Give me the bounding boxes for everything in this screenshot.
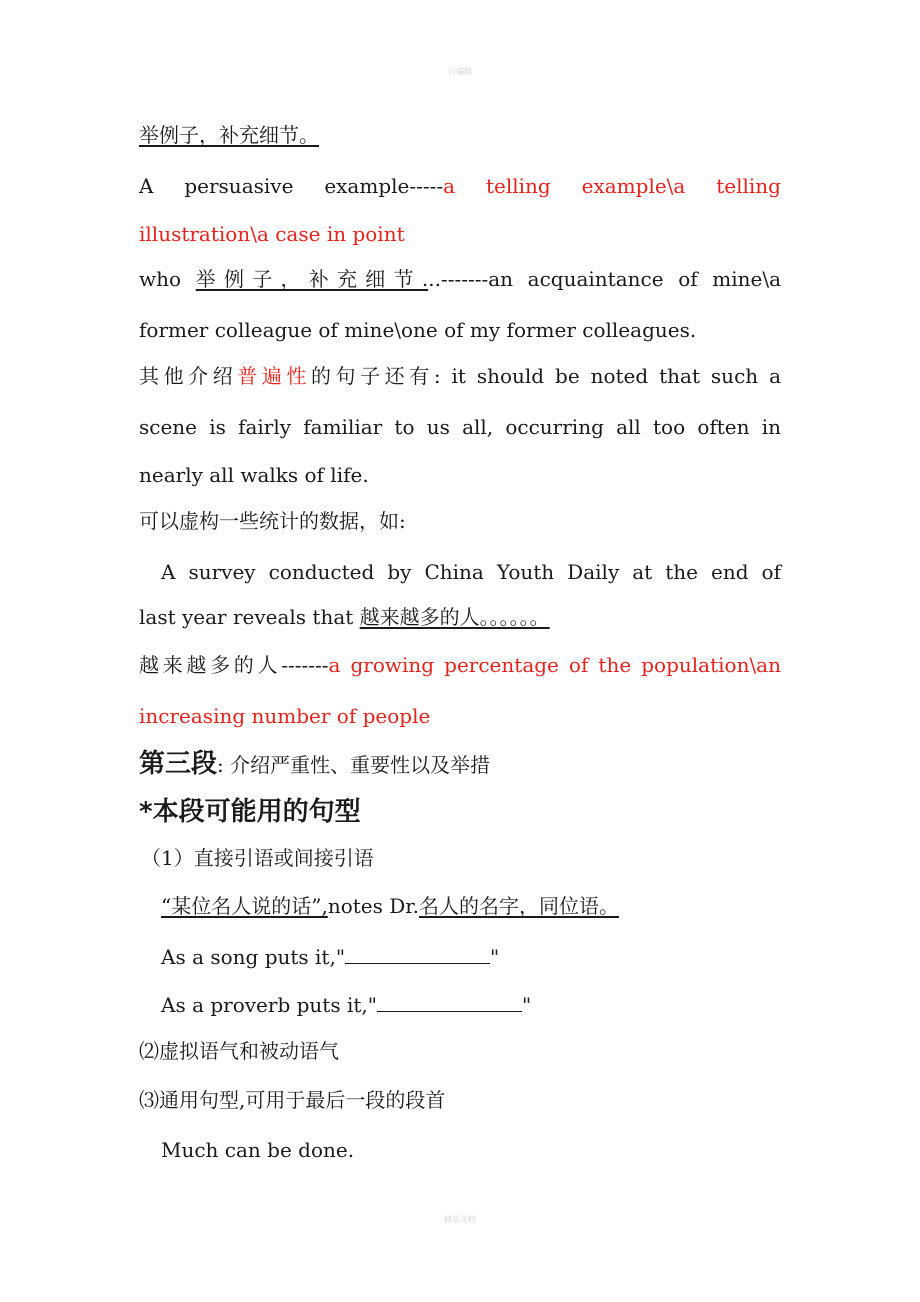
line-4-text: who — [139, 267, 196, 291]
fill-blank — [345, 945, 490, 964]
text-line-9: 可以虚构一些统计的数据，如: — [139, 509, 406, 533]
line-12-red-text: a growing percentage of the population\an — [328, 653, 781, 677]
pattern-heading: *本段可能用的句型 — [139, 797, 361, 827]
open-quote: " — [367, 993, 377, 1017]
underlined-phrase: 举例子，补充细节。 — [139, 123, 319, 147]
text-line-7: scene is fairly familiar to us all, occurring all too often in — [139, 415, 781, 439]
line-4-tail: ..-------an acquaintance of mine\a — [428, 267, 782, 291]
line-19-text: As a proverb puts it, — [161, 993, 368, 1017]
text-line-2 — [139, 173, 781, 199]
close-quote: " — [521, 993, 532, 1017]
header-watermark: 可编辑 — [448, 67, 472, 76]
section-title: 第三段 — [139, 749, 218, 779]
text-line-12 — [139, 652, 781, 678]
line-6-red-text: 普遍性 — [237, 364, 311, 388]
footer-watermark: 精品文档 — [444, 1215, 476, 1224]
text-line-17 — [161, 893, 781, 919]
text-line-13: increasing number of people — [139, 704, 431, 728]
fill-blank — [377, 993, 522, 1012]
text-line-10: A survey conducted by China Youth Daily at the end of — [161, 560, 781, 584]
text-line-16: （1）直接引语或间接引语 — [141, 846, 374, 870]
section-heading — [139, 748, 781, 781]
line-2-red-text: a telling example\a telling — [443, 174, 781, 198]
text-line-1 — [139, 122, 781, 148]
line-12-text: 越来越多的人------- — [139, 653, 329, 677]
text-line-22: Much can be done. — [161, 1138, 355, 1162]
text-line-3: illustration\a case in point — [139, 222, 405, 246]
text-line-8: nearly all walks of life. — [139, 463, 369, 487]
line-11-text: last year reveals that — [139, 605, 360, 629]
line-17-underlined-2: 名人的名字，同位语。 — [418, 894, 619, 918]
line-4-underlined: 举例子，补充细节. — [195, 267, 429, 291]
text-line-21: ⑶通用句型,可用于最后一段的段首 — [139, 1088, 446, 1112]
section-subtitle: : 介绍严重性、重要性以及举措 — [217, 753, 491, 777]
line-17-text: notes Dr. — [327, 894, 419, 918]
text-line-4 — [139, 266, 781, 292]
text-line-20: ⑵虚拟语气和被动语气 — [139, 1039, 339, 1063]
line-6-text: 其他介绍 — [139, 364, 238, 388]
close-quote: " — [490, 945, 500, 969]
line-11-underlined: 越来越多的人。。。。。。 — [359, 605, 550, 629]
open-quote: " — [335, 945, 346, 969]
line-17-underlined: “某位名人说的话”, — [161, 894, 328, 918]
text-line-19 — [161, 992, 781, 1018]
text-line-18 — [161, 944, 781, 970]
line-2-text: A persuasive example----- — [139, 174, 444, 198]
text-line-5: former colleague of mine\one of my former colleagues. — [139, 318, 697, 342]
line-18-text: As a song puts it, — [161, 945, 336, 969]
text-line-6 — [139, 363, 781, 389]
line-6-tail: 的句子还有: it should be noted that such a — [310, 364, 781, 388]
text-line-11 — [139, 604, 781, 630]
